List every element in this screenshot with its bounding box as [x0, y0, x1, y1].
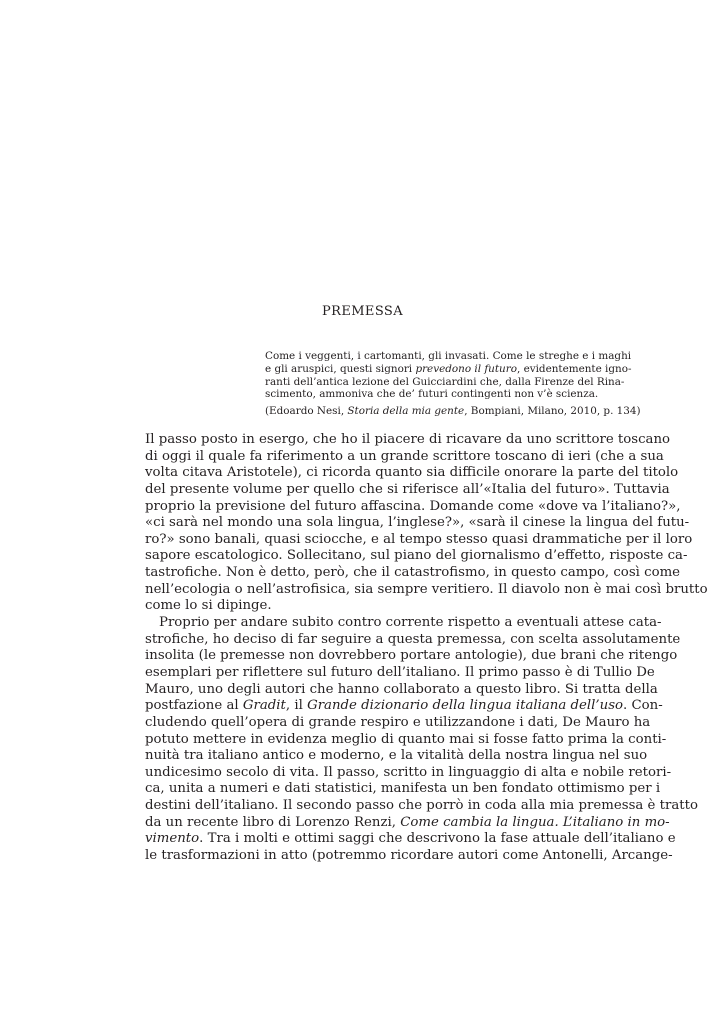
body-line [145, 798, 698, 815]
text-run: proprio la previsione del futuro affascina. Domande come «dove va l’italiano?», [145, 498, 681, 514]
body-line [145, 631, 681, 649]
text-run: «ci sarà nel mondo una sola lingua, l’inglese?», «sarà il cinese la lingua del futu- [145, 515, 690, 531]
epigraph-text [265, 350, 632, 401]
text-run: . Con- [623, 698, 663, 714]
body-line [145, 781, 661, 798]
text-run: come lo si dipinge. [145, 598, 272, 614]
italic-text: Grande dizionario della lingua italiana dell’uso [307, 698, 624, 714]
text-run: Il passo posto in esergo, che ho il piacere di ricavare da uno scrittore toscano [145, 432, 671, 447]
text-run: sapore escatologico. Sollecitano, sul piano del giornalismo d’effetto, risposte ca- [145, 548, 688, 564]
text-run: nell’ecologia o nell’astrofisica, sia sempre veritiero. Il diavolo non è mai così brutto [145, 581, 708, 597]
body-line [145, 664, 655, 682]
text-run: le trasformazioni in atto (potremmo ricordare autori come Antonelli, Arcange- [145, 848, 673, 864]
text-run: . Tra i molti e ottimi saggi che descrivono la fase attuale dell’italiano e [199, 831, 676, 847]
text-run: ro?» sono banali, quasi sciocche, e al tempo stesso quasi drammatiche per il loro [145, 531, 693, 547]
text-run: insolita (le premesse non dovrebbero portare antologie), due brani che ritengo [145, 648, 678, 664]
text-run: da un recente libro di Lorenzo Renzi, [145, 814, 401, 830]
body-line [145, 581, 708, 599]
text-run: Mauro, uno degli autori che hanno collaborato a questo libro. Si tratta della [145, 681, 658, 697]
body-line [145, 648, 678, 665]
body-line [145, 598, 581, 615]
epigraph-line [265, 350, 632, 363]
text-run: strofiche, ho deciso di far seguire a questa premessa, con scelta assolutamente [145, 631, 681, 647]
body-line [145, 432, 671, 449]
text-run: nuità tra italiano antico e moderno, e la vitalità della nostra lingua nel suo [145, 748, 648, 764]
body-line [145, 515, 690, 532]
text-run: potuto mettere in evidenza meglio di quanto mai si fosse fatto prima la conti- [145, 731, 667, 747]
text-run: scimento, ammoniva che de’ futuri contingenti non v’è scienza. [265, 388, 599, 401]
text-run: ca, unita a numeri e dati statistici, manifesta un ben fondato ottimismo per i [145, 781, 661, 797]
text-run: esemplari per riflettere sul futuro dell’italiano. Il primo passo è di Tullio De [145, 664, 655, 680]
body-line [145, 498, 681, 516]
text-run: postfazione al [145, 698, 243, 714]
text-run: Proprio per andare subito contro corrente rispetto a eventuali attese cata- [159, 615, 662, 631]
text-run: di oggi il quale fa riferimento a un grande scrittore toscano di ieri (che a sua [145, 448, 664, 464]
body-line [145, 764, 672, 782]
epigraph-source [265, 405, 641, 418]
text-run: , Bompiani, Milano, 2010, p. 134) [464, 405, 641, 418]
text-run: e gli aruspici, questi signori [265, 362, 416, 375]
body-line [145, 465, 679, 482]
epigraph-line [265, 362, 632, 376]
body-line [145, 548, 688, 565]
body-line [145, 731, 667, 749]
italic-text: Storia della mia gente [347, 405, 465, 418]
text-run: , il [285, 698, 308, 714]
italic-text: vimento [145, 831, 200, 847]
italic-text: Come cambia la lingua. L’italiano in mo- [400, 814, 670, 830]
text-run: undicesimo secolo di vita. Il passo, scritto in linguaggio di alta e nobile retori- [145, 764, 672, 780]
text-run: cludendo quell’opera di grande respiro e utilizzandone i dati, De Mauro ha [145, 714, 651, 730]
chapter-heading: PREMESSA [322, 304, 403, 319]
body-line [145, 831, 676, 848]
body-line [145, 698, 663, 715]
body-line [145, 748, 648, 765]
italic-text: Gradit [242, 698, 286, 714]
text-run: Come i veggenti, i cartomanti, gli invasati. Come le streghe e i maghi [265, 350, 632, 362]
body-line [145, 615, 662, 632]
text-run: volta citava Aristotele), ci ricorda quanto sia difficile onorare la parte del titolo [145, 465, 679, 481]
body-line [145, 448, 664, 466]
body-line [145, 681, 658, 699]
italic-text: prevedono il futuro [415, 362, 517, 375]
body-text [145, 432, 708, 865]
text-run: , evidentemente igno- [516, 362, 632, 375]
body-line [145, 714, 651, 732]
text-run: tastrofiche. Non è detto, però, che il catastrofismo, in questo campo, così come [145, 565, 681, 581]
text-run: del presente volume per quello che si riferisce all’«Italia del futuro». Tuttavia [145, 481, 670, 497]
text-run: (Edoardo Nesi, [265, 405, 348, 418]
body-line [145, 848, 673, 865]
text-run: ranti dell’antica lezione del Guicciardini che, dalla Firenze del Rina- [265, 375, 625, 388]
body-line [145, 565, 681, 582]
body-line [145, 531, 693, 549]
text-run: destini dell’italiano. Il secondo passo che porrò in coda alla mia premessa è tratto [145, 798, 698, 814]
body-line [145, 814, 670, 832]
epigraph-line [265, 388, 599, 401]
body-line [145, 481, 670, 499]
epigraph [265, 350, 641, 418]
epigraph-line [265, 375, 625, 389]
